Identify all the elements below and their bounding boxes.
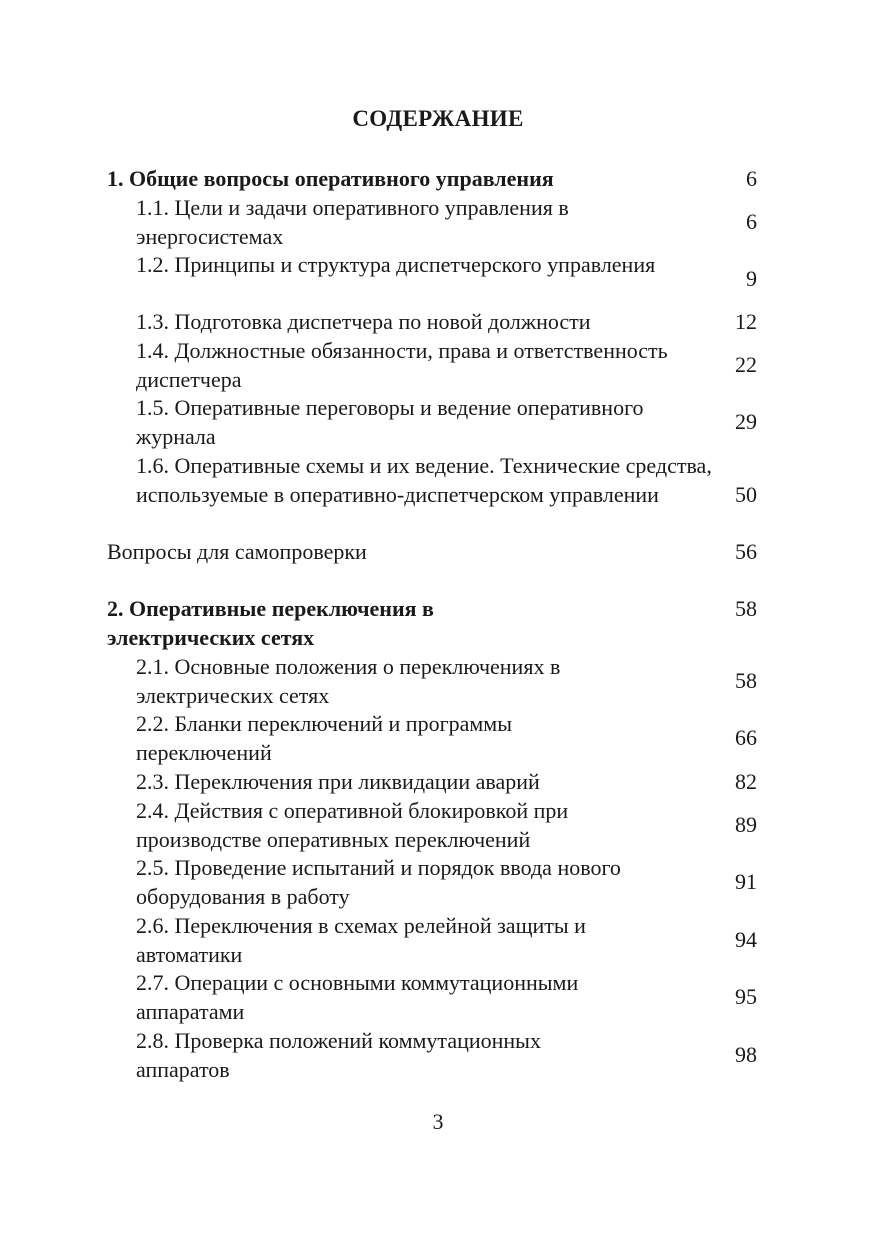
toc-page-number: 50 (735, 482, 757, 507)
toc-page-number: 89 (735, 812, 757, 837)
toc-entry-label: 1.5. Оперативные переговоры и ведение оперативного журнала (136, 395, 644, 449)
toc-entry-label: 2.2. Бланки переключений и программы переключений (136, 711, 512, 765)
toc-entry-label: 2. Оперативные переключения в электрических сетях (107, 596, 434, 650)
toc-page-number: 98 (735, 1042, 757, 1067)
toc-page-number: 56 (735, 539, 757, 564)
toc-page-number: 12 (735, 309, 757, 334)
toc-entry-label: 1.4. Должностные обязанности, права и ответственность диспетчера (136, 338, 668, 392)
toc-page-number: 58 (735, 668, 757, 693)
toc-entry-label: 2.5. Проведение испытаний и порядок ввода нового оборудования в работу (136, 855, 621, 909)
toc-entry-label: 2.7. Операции с основными коммутационными аппаратами (136, 970, 579, 1024)
toc-page-number: 94 (735, 927, 757, 952)
toc-page-number: 22 (735, 352, 757, 377)
toc-entry-label: 2.1. Основные положения о переключениях в электрических сетях (136, 654, 561, 708)
toc-page-number: 66 (735, 725, 757, 750)
toc-page-number: 82 (735, 769, 757, 794)
toc-page-number: 6 (746, 209, 757, 234)
toc-entry-label: 2.8. Проверка положений коммутационных аппаратов (136, 1028, 541, 1082)
toc-page-number: 91 (735, 869, 757, 894)
toc-entry-label: Вопросы для самопроверки (107, 539, 367, 564)
toc-entry-label: 2.3. Переключения при ликвидации аварий (136, 769, 540, 794)
toc-entry-label: 2.6. Переключения в схемах релейной защиты и автоматики (136, 913, 586, 967)
toc-entry-label: 1. Общие вопросы оперативного управления (107, 166, 554, 191)
toc-entry-label: 1.2. Принципы и структура диспетчерского управления (136, 252, 656, 277)
toc-page-number: 9 (746, 266, 757, 291)
toc-entry-label: 1.6. Оперативные схемы и их ведение. Технические средства, используемые в оперативно-диспетчерском управлении (136, 453, 712, 507)
page-title: СОДЕРЖАНИЕ (352, 106, 524, 131)
toc-entry-label: 1.3. Подготовка диспетчера по новой должности (136, 309, 591, 334)
toc-page-number: 29 (735, 409, 757, 434)
toc-page-number: 58 (735, 596, 757, 621)
toc-page-number: 95 (735, 984, 757, 1009)
toc-entry-label: 1.1. Цели и задачи оперативного управления в энергосистемах (136, 195, 569, 249)
toc-page-number: 6 (746, 166, 757, 191)
toc-entry-label: 2.4. Действия с оперативной блокировкой при производстве оперативных переключений (136, 798, 569, 852)
page-number: 3 (432, 1109, 444, 1134)
